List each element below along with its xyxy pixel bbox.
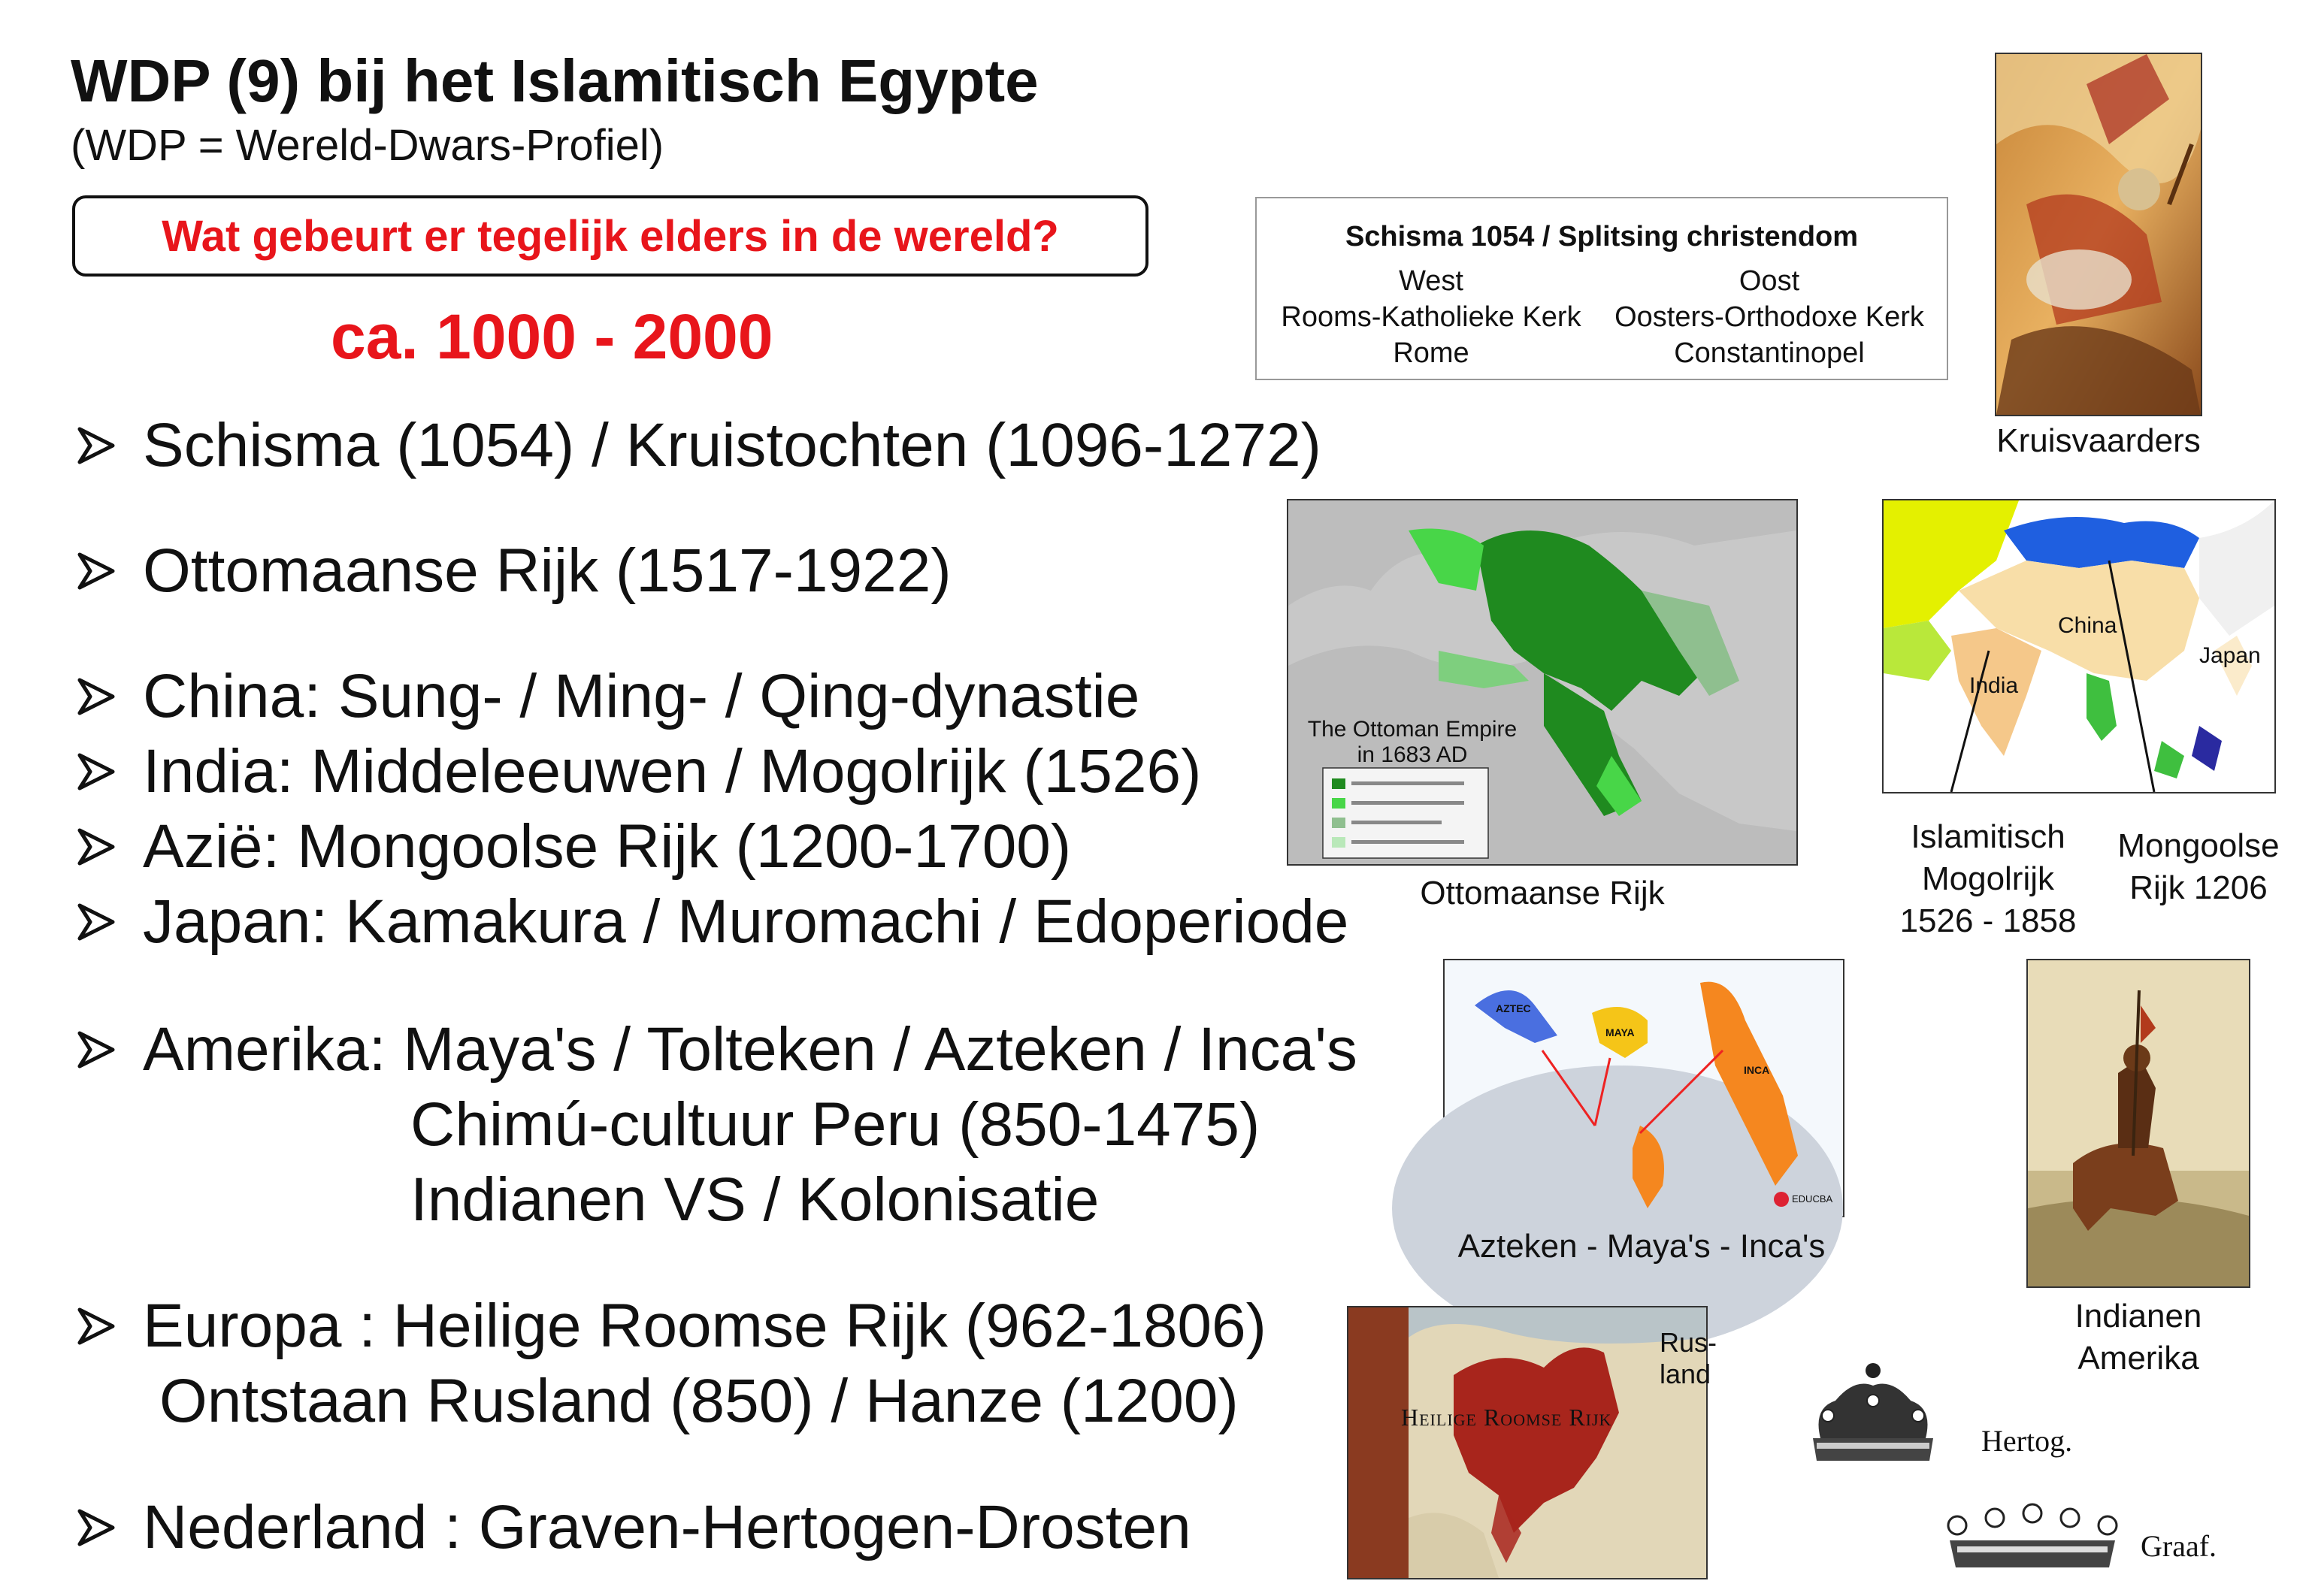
asia-map: [1882, 499, 2276, 793]
bullet-item: [75, 887, 1348, 957]
bullet-item: [75, 1291, 1266, 1362]
mogol-caption-line: Islamitisch: [1911, 818, 2065, 855]
americas-caption: Azteken - Maya's - Inca's: [1457, 1228, 1826, 1265]
arrow-icon: [75, 1507, 143, 1549]
arrow-icon: [75, 425, 143, 467]
ottoman-map-title: [1303, 717, 1521, 768]
west-city: Rome: [1393, 337, 1469, 369]
schisma-east: [1604, 263, 1935, 371]
crusaders-caption: Kruisvaarders: [1996, 422, 2201, 459]
mongol-caption: [2105, 825, 2292, 909]
count-crown-icon: [1935, 1495, 2130, 1578]
rusland-label-line: land: [1660, 1359, 1711, 1389]
question-text: Wat gebeurt er tegelijk elders in de wereld?: [162, 211, 1059, 261]
hrr-label: Heilige Roomse Rijk: [1401, 1404, 1612, 1431]
bullet-text: Schisma (1054) / Kruistochten (1096-1272): [143, 411, 1321, 479]
east-church: Oosters-Orthodoxe Kerk: [1614, 301, 1924, 333]
arrow-icon: [75, 550, 143, 592]
mogol-caption-line: 1526 - 1858: [1899, 902, 2077, 939]
native-american-caption-line: Indianen: [2074, 1298, 2202, 1335]
bullet-item: [75, 410, 1321, 481]
mongol-caption-line: Rijk 1206: [2129, 869, 2268, 906]
bullet-item: [75, 736, 1201, 807]
arrow-icon: [75, 1305, 143, 1347]
arrow-icon: [75, 676, 143, 718]
bullet-item: [75, 661, 1139, 732]
bullet-text: Europa : Heilige Roomse Rijk (962-1806): [143, 1292, 1266, 1360]
bullet-item: [75, 1014, 1357, 1085]
bullet-continuation: Ontstaan Rusland (850) / Hanze (1200): [159, 1367, 1239, 1435]
educba-logo: EDUCBA: [1792, 1193, 1833, 1205]
mogol-caption-line: Mogolrijk: [1921, 860, 2055, 897]
china-label: China: [2058, 613, 2117, 638]
native-american-painting: [2026, 959, 2250, 1288]
schisma-west: [1273, 263, 1589, 371]
east-city: Constantinopel: [1674, 337, 1865, 369]
arrow-icon: [75, 1029, 143, 1071]
hertog-label: Hertog.: [1981, 1424, 2073, 1458]
holy-roman-empire-map: [1347, 1306, 1717, 1579]
duke-crown-icon: [1798, 1356, 1948, 1476]
bullet-item: [75, 536, 952, 606]
ottoman-empire-map: [1287, 499, 1798, 866]
west-church: Rooms-Katholieke Kerk: [1281, 301, 1581, 333]
ottoman-caption: Ottomaanse Rijk: [1420, 875, 1665, 911]
bullet-text: Nederland : Graven-Hertogen-Drosten: [143, 1493, 1191, 1561]
native-american-caption-line: Amerika: [2077, 1340, 2199, 1377]
west-label: West: [1399, 265, 1463, 297]
bullet-text: India: Middeleeuwen / Mogolrijk (1526): [143, 737, 1202, 806]
japan-label: Japan: [2199, 643, 2261, 668]
bullet-item: [75, 812, 1071, 882]
graaf-label: Graaf.: [2141, 1529, 2217, 1563]
mogol-caption: [1879, 816, 2097, 942]
native-american-caption: [2029, 1295, 2247, 1380]
bullet-text: China: Sung- / Ming- / Qing-dynastie: [143, 662, 1140, 730]
maya-label: MAYA: [1605, 1026, 1635, 1038]
bullet-continuation: Indianen VS / Kolonisatie: [410, 1165, 1100, 1234]
bullet-text: Ottomaanse Rijk (1517-1922): [143, 537, 952, 605]
rusland-label-line: Rus-: [1660, 1327, 1717, 1358]
arrow-icon: [75, 751, 143, 793]
page-subtitle: (WDP = Wereld-Dwars-Profiel): [71, 121, 664, 170]
east-label: Oost: [1739, 265, 1800, 297]
americas-map: [1443, 959, 1844, 1217]
period-label: ca. 1000 - 2000: [331, 301, 773, 372]
schisma-title: Schisma 1054 / Splitsing christendom: [1345, 221, 1859, 252]
arrow-icon: [75, 826, 143, 868]
bullet-continuation: Chimú-cultuur Peru (850-1475): [410, 1090, 1260, 1159]
schisma-box: [1255, 197, 1948, 380]
bullet-text: Azië: Mongoolse Rijk (1200-1700): [143, 812, 1072, 881]
rusland-label: [1660, 1327, 1717, 1390]
arrow-icon: [75, 901, 143, 943]
bullet-text: Amerika: Maya's / Tolteken / Azteken / Inca's: [143, 1015, 1357, 1084]
inca-label: INCA: [1744, 1064, 1770, 1076]
ottoman-map-title-line: The Ottoman Empire: [1307, 717, 1518, 742]
aztec-label: AZTEC: [1496, 1002, 1531, 1014]
page-title: WDP (9) bij het Islamitisch Egypte: [71, 47, 1039, 114]
crusaders-painting: [1995, 53, 2202, 416]
india-label: India: [1969, 673, 2019, 698]
mongol-caption-line: Mongoolse: [2117, 827, 2280, 864]
bullet-text: Japan: Kamakura / Muromachi / Edoperiode: [143, 887, 1349, 956]
bullet-item: [75, 1492, 1191, 1563]
ottoman-map-title-line: in 1683 AD: [1357, 742, 1468, 767]
question-box: [72, 195, 1148, 277]
